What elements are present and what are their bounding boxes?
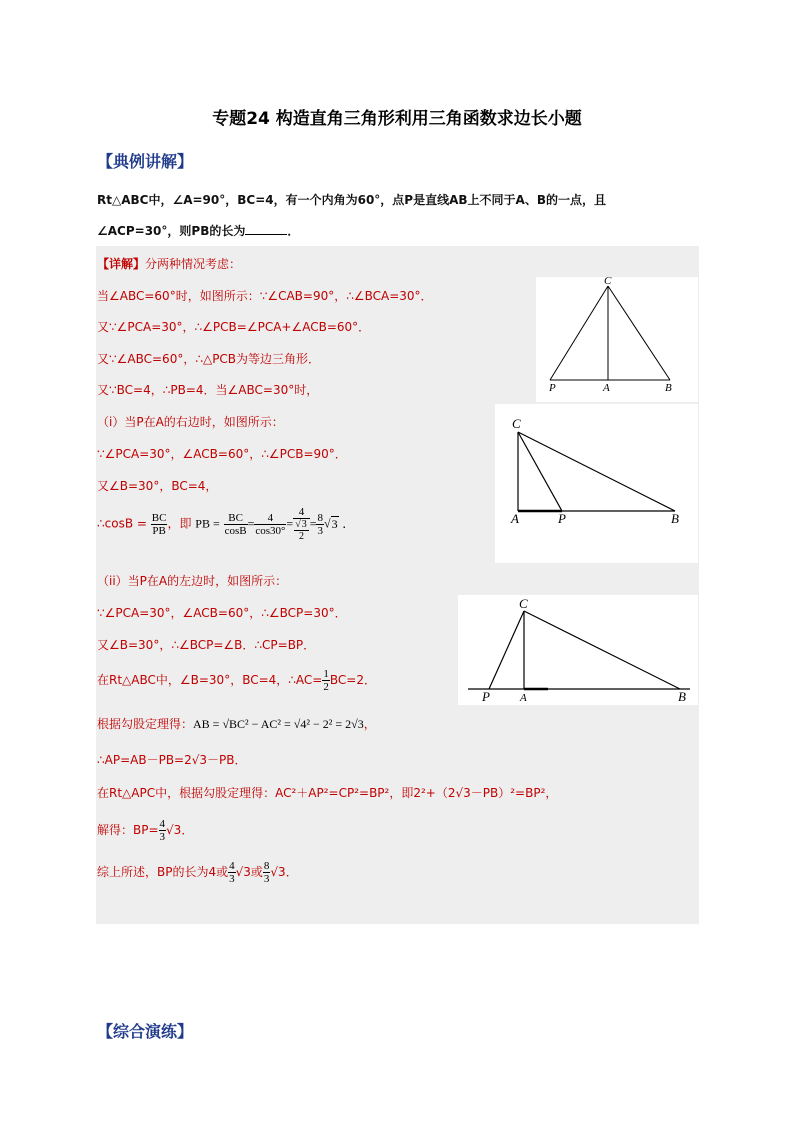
frac-den: PB — [152, 524, 166, 537]
label-c: C — [512, 416, 521, 431]
figure-p-left-of-a — [458, 595, 698, 705]
label-b: B — [665, 382, 672, 394]
line12-text: 在Rt△ABC中，∠B=30°，BC=4，∴AC= — [97, 673, 323, 687]
line16-end: √3． — [166, 823, 194, 837]
solution-line-13 — [97, 715, 376, 732]
frac-den: cosB — [224, 524, 247, 537]
answer-blank — [245, 223, 287, 235]
label-a: A — [511, 511, 519, 526]
label-p: P — [482, 689, 490, 704]
pb-lead: PB = — [195, 516, 220, 531]
solution-line-4: 又∵BC=4，∴PB=4．当∠ABC=30°时， — [97, 383, 319, 397]
solution-line-7: 又∠B=30°，BC=4， — [97, 479, 218, 493]
fraction-bc-pb — [151, 512, 168, 537]
cosb-lead: ∴cosB = — [97, 516, 147, 531]
frac-num: 4 — [229, 860, 235, 872]
solution-line-11: 又∠B=30°，∴∠BCP=∠B．∴CP=BP． — [97, 638, 316, 652]
frac-den: $\frac{√3}{2}$ — [295, 519, 307, 542]
solution-line-12 — [97, 668, 376, 693]
label-a: A — [603, 382, 610, 394]
label-c: C — [519, 596, 528, 611]
line17-end: √3． — [270, 865, 298, 879]
figure-2-svg — [495, 404, 698, 563]
frac-num: 8 — [317, 511, 323, 524]
frac-den: 3 — [317, 524, 323, 537]
frac-num: BC — [224, 512, 248, 525]
solution-line-14: ∴AP=AB－PB=2√3－PB． — [97, 753, 247, 767]
solution-line-16 — [97, 818, 193, 843]
figure-1-svg — [536, 277, 698, 402]
label-b: B — [678, 689, 686, 704]
question-line-2-text: ∠ACP=30°，则PB的长为 — [97, 224, 246, 238]
solution-line-17 — [97, 860, 298, 885]
cosb-ie: ，即 — [167, 516, 192, 531]
fraction-4-sqrt3-over-2 — [293, 506, 310, 542]
page-title: 专题24 构造直角三角形利用三角函数求边长小题 — [212, 109, 582, 129]
solution-line-3: 又∵∠ABC=60°，∴△PCB为等边三角形． — [97, 352, 321, 366]
fraction-bc-cosb — [224, 512, 248, 537]
fraction-8-3 — [316, 512, 324, 537]
line17-text: 综上所述，BP的长为4或 — [97, 865, 229, 879]
label-c: C — [604, 277, 612, 287]
solution-header — [97, 255, 241, 272]
solution-line-15: 在Rt△APC中，根据勾股定理得：AC²＋AP²=CP²=BP²，即2²+（2√3－PB）²=BP²， — [97, 786, 558, 800]
fraction-4-3b — [228, 860, 236, 885]
section-heading-practice: 【综合演练】 — [97, 1022, 194, 1041]
solution-line-8: ∴cosB = $\frac{BC}{PB}$ ，即 PB = $\frac{BC}{\cos B}$ = $\frac{4}{\cos 30^\circ}$ = $\frac{4}{\frac{√3}{2}}$ = $\frac{8}{3}$ √3 ． — [97, 506, 355, 542]
frac-num: 4 — [293, 506, 310, 519]
fraction-half — [322, 668, 330, 693]
frac-num: BC — [151, 511, 167, 524]
solution-line-9: （ii）当P在A的左边时，如图所示： — [97, 574, 288, 588]
section-heading-examples: 【典例讲解】 — [97, 152, 194, 171]
label-p: P — [549, 382, 556, 394]
frac-den: 3 — [229, 873, 235, 885]
solution-header-label: 【详解】 — [97, 257, 146, 271]
label-p: P — [558, 511, 566, 526]
solution-line-10: ∵∠PCA=30°，∠ACB=60°，∴∠BCP=30°． — [97, 606, 347, 620]
figure-3-svg — [458, 595, 698, 705]
figure-p-right-of-a — [495, 404, 698, 563]
frac-num: 1 — [323, 668, 329, 680]
line16-text: 解得：BP= — [97, 823, 159, 837]
frac-den: 2 — [323, 681, 329, 693]
solution-line-1: 当∠ABC=60°时，如图所示：∵∠CAB=90°，∴∠BCA=30°． — [97, 289, 433, 303]
question-line-2 — [97, 222, 299, 239]
line17-mid: √3或 — [235, 865, 263, 879]
frac-num: 4 — [159, 818, 166, 830]
label-b: B — [671, 511, 679, 526]
fraction-4-cos30 — [254, 512, 286, 537]
solution-line-2: 又∵∠PCA=30°，∴∠PCB=∠PCA+∠ACB=60°． — [97, 320, 371, 334]
label-a: A — [520, 692, 527, 704]
fraction-4-3 — [159, 818, 167, 843]
solution-line-5: （i）当P在A的右边时，如图所示： — [97, 415, 284, 429]
line8-end: ． — [342, 516, 355, 531]
line13-text: 根据勾股定理得： — [97, 717, 194, 731]
line13-end: ， — [363, 717, 376, 731]
frac-den: 3 — [159, 831, 166, 843]
figure-equilateral-triangle — [536, 277, 698, 402]
frac-num: 8 — [263, 860, 270, 872]
frac-den: 3 — [263, 873, 270, 885]
frac-num: 4 — [254, 512, 286, 525]
frac-den: cos30° — [255, 524, 286, 537]
pythagoras-formula: AB = √BC² − AC² = √4² − 2² = 2√3 — [193, 717, 364, 731]
solution-header-rest: 分两种情况考虑： — [145, 257, 242, 271]
question-line-2-end: ． — [287, 224, 300, 238]
question-line-1: Rt△ABC中，∠A=90°，BC=4，有一个内角为60°，点P是直线AB上不同于A、B的一点，且 — [97, 193, 606, 207]
solution-line-6: ∵∠PCA=30°，∠ACB=60°，∴∠PCB=90°． — [97, 447, 347, 461]
line12-end: BC=2． — [329, 673, 376, 687]
